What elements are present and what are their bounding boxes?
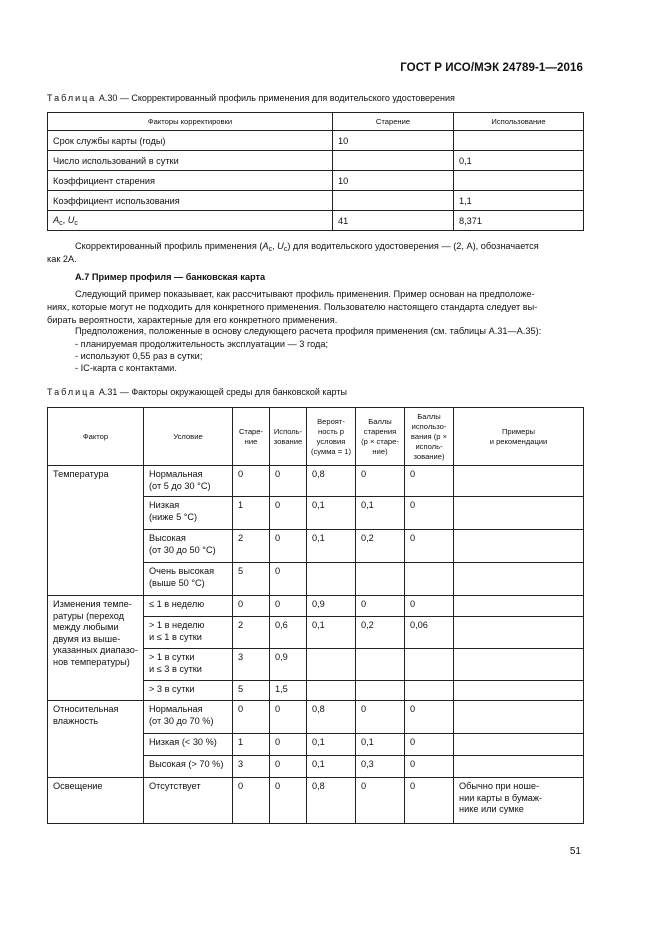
cell-condition: [144, 530, 233, 563]
cell-usage-points: 0,06: [405, 617, 454, 649]
cell-aging-points: 0,1: [356, 734, 405, 756]
cell-aging: 0: [233, 778, 270, 824]
cell-aging-points: 0: [356, 596, 405, 617]
cell-probability: 0,1: [307, 617, 356, 649]
table-row: [48, 466, 584, 497]
cell-probability: 0,1: [307, 756, 356, 778]
header-line: исполь-: [415, 441, 443, 451]
symbol-a: A: [262, 241, 269, 251]
cell-usage-points: [405, 649, 454, 681]
cell-usage: 0: [270, 778, 307, 824]
cell-usage: 8,371: [454, 211, 584, 231]
condition-line: > 1 в сутки: [149, 652, 195, 662]
cell-aging: 10: [333, 171, 454, 191]
cell-probability: 0,8: [307, 778, 356, 824]
cell-aging: 0: [233, 596, 270, 617]
cell-aging-points: 0: [356, 466, 405, 497]
table-row: [48, 171, 584, 191]
cell-usage: 0: [270, 756, 307, 778]
cell-factor: [48, 701, 144, 778]
condition-line: Высокая: [149, 533, 186, 543]
paragraph-example-line: Следующий пример показывает, как рассчитывают профиль применения. Пример основан на предположе-: [75, 289, 535, 299]
list-item: - используют 0,55 раз в сутки;: [75, 351, 203, 361]
factor-line: Изменения темпе-: [53, 599, 132, 609]
col-header-usage-points: [405, 408, 454, 466]
cell-factor: Число использований в сутки: [48, 151, 333, 171]
cell-usage-points: 0: [405, 466, 454, 497]
factor-line: нов температуры): [53, 656, 130, 667]
col-header-usage: [270, 408, 307, 466]
cell-aging-points: 0,2: [356, 530, 405, 563]
cell-aging-points: 0,3: [356, 756, 405, 778]
separator: ,: [272, 241, 278, 251]
cell-examples: [454, 530, 584, 563]
cell-condition: [144, 701, 233, 734]
header-line: (p × старе-: [361, 436, 399, 446]
cell-factor-formula: [48, 211, 333, 231]
cell-usage: [454, 131, 584, 151]
cell-aging-points: 0,2: [356, 617, 405, 649]
cell-examples: [454, 617, 584, 649]
cell-usage: 0: [270, 466, 307, 497]
cell-probability: 0,1: [307, 497, 356, 530]
cell-aging: [333, 191, 454, 211]
cell-usage-points: 0: [405, 756, 454, 778]
factor-line: двумя из выше-: [53, 633, 121, 644]
condition-line: > 1 в неделю: [149, 620, 205, 630]
cell-probability: [307, 681, 356, 701]
cell-aging: 1: [233, 734, 270, 756]
table-30-caption: [47, 93, 455, 103]
header-line: вания (p ×: [410, 431, 448, 441]
cell-usage-points: 0: [405, 530, 454, 563]
cell-condition: Низкая (< 30 %): [144, 734, 233, 756]
cell-aging-points: [356, 681, 405, 701]
table-row: [48, 211, 584, 231]
factor-line: ратуры (переход: [53, 610, 125, 621]
cell-usage-points: 0: [405, 701, 454, 734]
cell-usage-points: [405, 563, 454, 596]
cell-usage: 0: [270, 701, 307, 734]
cell-aging: 3: [233, 756, 270, 778]
list-item: - IC-карта с контактами.: [75, 363, 177, 373]
cell-usage: 0,1: [454, 151, 584, 171]
example-line: нии карты в бумаж-: [459, 792, 543, 803]
header-line: Баллы: [417, 411, 441, 421]
cell-probability: [307, 649, 356, 681]
cell-aging: 2: [233, 617, 270, 649]
col-header-probability: [307, 408, 356, 466]
cell-aging: 10: [333, 131, 454, 151]
col-header-aging: Старение: [333, 113, 454, 131]
cell-usage: 0: [270, 497, 307, 530]
table-row: [48, 151, 584, 171]
cell-factor: [48, 596, 144, 701]
condition-line: Низкая: [149, 500, 180, 510]
col-header-factors: Факторы корректировки: [48, 113, 333, 131]
cell-usage-points: 0: [405, 497, 454, 530]
cell-usage: 0: [270, 734, 307, 756]
header-line: зование: [273, 436, 303, 446]
header-line: Исполь-: [273, 426, 303, 436]
paragraph-corrected-profile-end: как 2А.: [47, 254, 77, 264]
cell-probability: [307, 563, 356, 596]
cell-usage: 0,6: [270, 617, 307, 649]
condition-line: Нормальная: [149, 469, 203, 479]
factor-line: между любыми: [53, 622, 119, 632]
cell-probability: 0,8: [307, 701, 356, 734]
condition-line: и ≤ 3 в сутки: [149, 663, 202, 674]
col-header-factor: Фактор: [48, 408, 144, 466]
table-30: [47, 112, 584, 231]
cell-aging: 5: [233, 681, 270, 701]
cell-aging-points: 0,1: [356, 497, 405, 530]
col-header-aging: [233, 408, 270, 466]
table-31: [47, 407, 584, 824]
condition-line: Очень высокая: [149, 566, 215, 576]
cell-usage-points: [405, 681, 454, 701]
page-number: 51: [569, 846, 581, 857]
cell-usage: 0,9: [270, 649, 307, 681]
cell-condition: Высокая (> 70 %): [144, 756, 233, 778]
cell-aging-points: 0: [356, 701, 405, 734]
table-header-row: [48, 408, 584, 466]
cell-examples: [454, 778, 584, 824]
header-line: использо-: [411, 421, 447, 431]
subscript-c: c: [268, 246, 273, 253]
header-line: Вероят-: [317, 416, 345, 426]
paragraph-corrected-profile: [47, 240, 584, 256]
header-line: Примеры: [501, 426, 536, 436]
cell-factor: Освещение: [48, 778, 144, 824]
cell-condition: [144, 466, 233, 497]
cell-factor: Коэффициент использования: [48, 191, 333, 211]
cell-aging: 0: [233, 701, 270, 734]
cell-probability: 0,8: [307, 466, 356, 497]
col-header-aging-points: [356, 408, 405, 466]
subscript-c: c: [283, 246, 288, 253]
header-line: старения: [363, 426, 397, 436]
cell-examples: [454, 649, 584, 681]
header-line: ность p: [318, 426, 344, 436]
cell-examples: [454, 563, 584, 596]
cell-examples: [454, 466, 584, 497]
table-31-caption-prefix: Таблица: [47, 387, 97, 397]
cell-factor: Температура: [48, 466, 144, 596]
cell-condition: [144, 617, 233, 649]
paragraph-assumptions: Предположения, положенные в основу следующего расчета профиля применения (см. таблицы А.31—А.35):: [75, 326, 542, 336]
subscript-c: c: [59, 219, 63, 227]
header-line: и рекомендации: [489, 436, 548, 446]
table-row: [48, 778, 584, 824]
cell-examples: [454, 497, 584, 530]
condition-line: (ниже 5 °С): [149, 511, 198, 522]
cell-usage: [454, 171, 584, 191]
header-line: ние: [244, 436, 258, 446]
section-title: А.7 Пример профиля — банковская карта: [75, 272, 266, 282]
cell-aging-points: [356, 649, 405, 681]
cell-aging-points: [356, 563, 405, 596]
cell-aging: 41: [333, 211, 454, 231]
symbol-u: U: [277, 241, 284, 251]
cell-aging-points: 0: [356, 778, 405, 824]
subscript-c: c: [74, 219, 78, 227]
factor-line: влажность: [53, 715, 99, 726]
table-31-caption: [47, 387, 347, 397]
cell-usage: 1,1: [454, 191, 584, 211]
cell-usage: 1,5: [270, 681, 307, 701]
cell-condition: > 3 в сутки: [144, 681, 233, 701]
text: ) для водительского удостоверения — (2, А), обозначается: [287, 241, 539, 251]
cell-condition: [144, 563, 233, 596]
cell-examples: [454, 596, 584, 617]
condition-line: и ≤ 1 в сутки: [149, 631, 202, 642]
cell-condition: Отсутствует: [144, 778, 233, 824]
header-line: (сумма = 1): [310, 446, 352, 456]
cell-aging: 1: [233, 497, 270, 530]
paragraph-example-line: ниях, которые могут не подходить для конкретного применения. Пользователю настоящего стандарта следует вы-: [47, 302, 538, 312]
header-line: условия: [316, 436, 346, 446]
cell-aging: [333, 151, 454, 171]
cell-probability: 0,9: [307, 596, 356, 617]
cell-condition: [144, 649, 233, 681]
cell-usage: 0: [270, 563, 307, 596]
cell-condition: ≤ 1 в неделю: [144, 596, 233, 617]
col-header-usage: Использование: [454, 113, 584, 131]
cell-probability: 0,1: [307, 530, 356, 563]
factor-line: указанных диапазо-: [53, 645, 138, 655]
table-30-caption-prefix: Таблица: [47, 93, 97, 103]
cell-aging: 5: [233, 563, 270, 596]
table-row: [48, 131, 584, 151]
table-row: [48, 596, 584, 617]
condition-line: (от 5 до 30 °С): [149, 480, 211, 491]
text: Скорректированный профиль применения (: [75, 241, 263, 251]
cell-usage-points: 0: [405, 734, 454, 756]
condition-line: (от 30 до 70 %): [149, 715, 214, 726]
cell-examples: [454, 734, 584, 756]
header-line: Старе-: [238, 426, 264, 436]
condition-line: Нормальная: [149, 704, 203, 714]
example-line: Обычно при ноше-: [459, 781, 540, 791]
table-row: [48, 191, 584, 211]
table-30-caption-text: А.30 — Скорректированный профиль применения для водительского удостоверения: [98, 93, 455, 103]
header-line: Баллы: [368, 416, 392, 426]
cell-factor: Коэффициент старения: [48, 171, 333, 191]
col-header-examples: [454, 408, 584, 466]
document-id: ГОСТ Р ИСО/МЭК 24789-1—2016: [400, 62, 583, 74]
cell-aging: 2: [233, 530, 270, 563]
list-item: - планируемая продолжительность эксплуатации — 3 года;: [75, 339, 329, 349]
cell-examples: [454, 756, 584, 778]
cell-condition: [144, 497, 233, 530]
cell-aging: 3: [233, 649, 270, 681]
header-line: ние): [372, 446, 388, 456]
condition-line: (выше 50 °С): [149, 577, 205, 588]
table-row: [48, 701, 584, 734]
cell-aging: 0: [233, 466, 270, 497]
cell-factor: Срок службы карты (годы): [48, 131, 333, 151]
factor-line: Относительная: [53, 704, 119, 714]
symbol-u: U: [67, 214, 75, 225]
cell-examples: [454, 701, 584, 734]
example-line: нике или сумке: [459, 804, 524, 814]
cell-usage: 0: [270, 530, 307, 563]
cell-usage: 0: [270, 596, 307, 617]
table-header-row: [48, 113, 584, 131]
separator: ,: [62, 214, 68, 225]
cell-usage-points: 0: [405, 596, 454, 617]
cell-examples: [454, 681, 584, 701]
table-31-caption-text: А.31 — Факторы окружающей среды для банковской карты: [98, 387, 347, 397]
condition-line: (от 30 до 50 °С): [149, 544, 216, 555]
symbol-a: A: [53, 214, 60, 225]
header-line: зование): [413, 451, 445, 461]
paragraph-example-line: бирать вероятности, характерные для его конкретного применения.: [47, 315, 338, 325]
col-header-condition: Условие: [144, 408, 233, 466]
cell-probability: 0,1: [307, 734, 356, 756]
cell-usage-points: 0: [405, 778, 454, 824]
